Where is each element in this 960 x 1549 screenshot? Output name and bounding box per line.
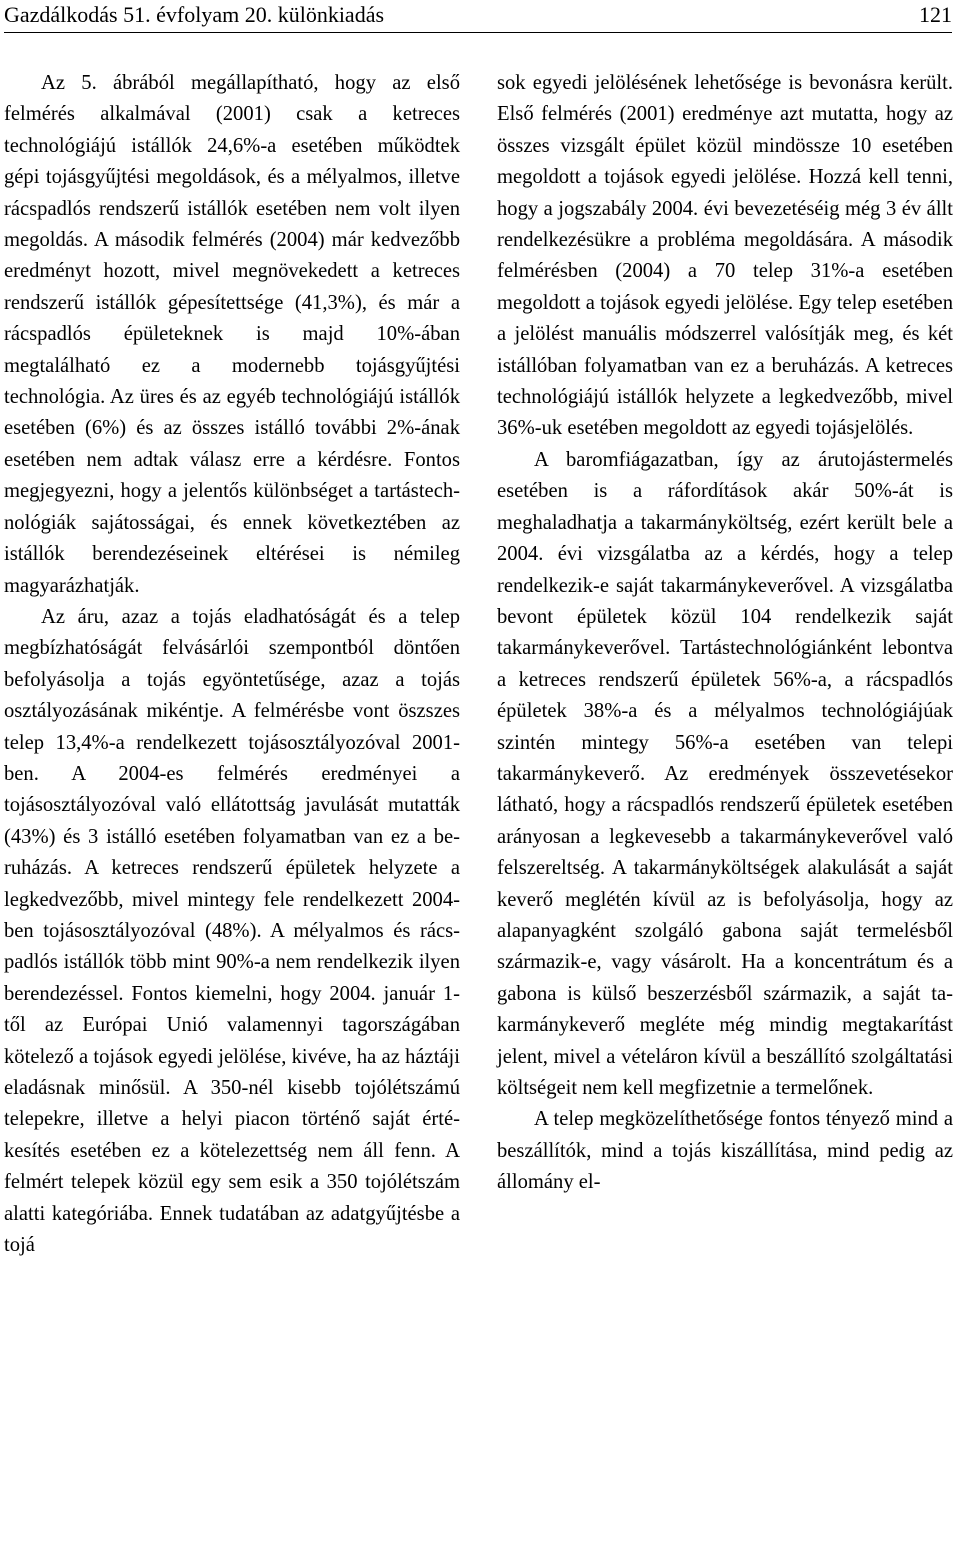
- running-header: [4, 2, 952, 33]
- journal-title: Gazdálkodás 51. évfolyam 20. különkiadás: [4, 2, 385, 27]
- page-number: 121: [919, 2, 952, 27]
- paragraph-egg-marking: sok egyedi jelölésének lehetősége is bevonásra került. Első felmérés (2001) eredménye azt mutatta, hogy az összes vizsgált épület közül mindössze 10 esetében megoldott a tojások egyedi jelölése. Hozzá kell tenni, hogy a jogszabály 2004. évi bevezetéséig még 3 év állt rendelkezésükre a probléma megoldására. A második felmérésben (2004) a 70 telep 31%-a esetében megoldott a tojások egyedi jelölése. Egy telep esetében a jelölést manuális módszerrel valósítják meg, és két istállóban folyamatban van ez a beruházás. A ketreces technológiájú istállók helyzete a legkedvezőbb, mivel 36%-uk esetében megoldott az egyedi tojásjelölés.: [497, 72, 953, 440]
- paragraph-feed-mixer: A baromfiágazatban, így az árutojástermelés esetében is a ráfordítások akár 50%-át is meghaladhatja a takarmányköltség, ezért került bele a 2004. évi vizsgálatba az a kérdés, hogy a telep rendelkezik-e saját takarmánykeverővel. A vizsgálatba bevont épületek közül 104 rendelkezik saját takarmánykeverővel. Tartástechnológiánként lebontva a ketreces rendszerű épületek 56%-a, a rácspadlós épületek 38%-a és a mélyalmos technológiájúak szintén mintegy 56%-a esetében van telepi takarmánykeverő. Az eredmények összevetésekor látható, hogy a rácspadlós rendszerű épületek esetében arányosan a legkevesebb a takarmánykeverővel való felszereltség. A takarmányköltségek alakulását a saját keverő meglétén kívül az is befolyásolja, hogy az alapanyagként szolgáló gabona saját termelésből származik-e, vagy vásárolt. Ha a koncentrátum és a gabona is külső beszerzésből származik, a saját takarmánykeverő megléte még mindig megtakarítást jelent, mivel a vételáron kívül a beszállító szolgáltatási költségeit nem kell megfizetnie a termelőnek.: [497, 448, 953, 1099]
- right-column: [497, 68, 953, 1199]
- paragraph-accessibility: A telep megközelíthetősége fontos tényező mind a beszállítók, mind a tojás kiszállítása, mind pedig az állomány el-: [497, 1108, 953, 1194]
- left-column: [4, 68, 460, 1261]
- paragraph-egg-collection: Az 5. ábrából megállapítható, hogy az első felmérés alkalmával (2001) csak a ketreces technológiájú istállók 24,6%-a esetében működtek gépi tojásgyűjtési megoldások, és a mélyalmos, illetve rácspadlós rendszerű istállók esetében nem volt ilyen megoldás. A második felmérés (2004) már kedvezőbb eredményt hozott, mivel megnövekedett a ketreces rendszerű istállók gépesítettsége (41,3%), és már a rácspadlós épületeknek is majd 10%-ában megtalálható ez a modernebb tojásgyűjtési technológia. Az üres és az egyéb technológiájú istállók esetében (6%) és az összes istálló további 2%-ának esetében nem adtak válasz erre a kérdésre. Fontos megjegyezni, hogy a jelentős különbséget a tartástechnológiák sajátosságai, és ennek következtében az istállók berendezéseinek eltérései is némileg magyarázhatják.: [4, 72, 460, 597]
- paragraph-egg-grading: Az áru, azaz a tojás eladhatóságát és a telep megbízhatóságát felvásárlói szempontból döntően befolyásolja a tojás egyöntetűsége, azaz a tojás osztályozásának mikéntje. A felmérésbe vont öszszes telep 13,4%-a rendelkezett tojásosztályozóval 2001-ben. A 2004-es felmérés eredményei a tojásosztályozóval való ellátottság javulását mutatták (43%) és 3 istálló esetében folyamatban van ez a beruházás. A ketreces rendszerű épületek helyzete a legkedvezőbb, mivel mintegy fele rendelkezett 2004-ben tojásosztályozóval (48%). A mélyalmos és rácspadlós istállók több mint 90%-a nem rendelkezik ilyen berendezéssel. Fontos kiemelni, hogy 2004. január 1-től az Európai Unió valamennyi tagországában kötelező a tojások egyedi jelölése, kivéve, ha az háztáji eladásnak minősül. A 350-nél kisebb tojólétszámú telepekre, illetve a helyi piacon történő saját értékesítés esetében ez a kötelezettség nem áll fenn. A felmért telepek közül egy sem esik a 350 tojólétszám alatti kategóriába. Ennek tudatában az adatgyűjtésbe a tojá: [4, 605, 460, 1257]
